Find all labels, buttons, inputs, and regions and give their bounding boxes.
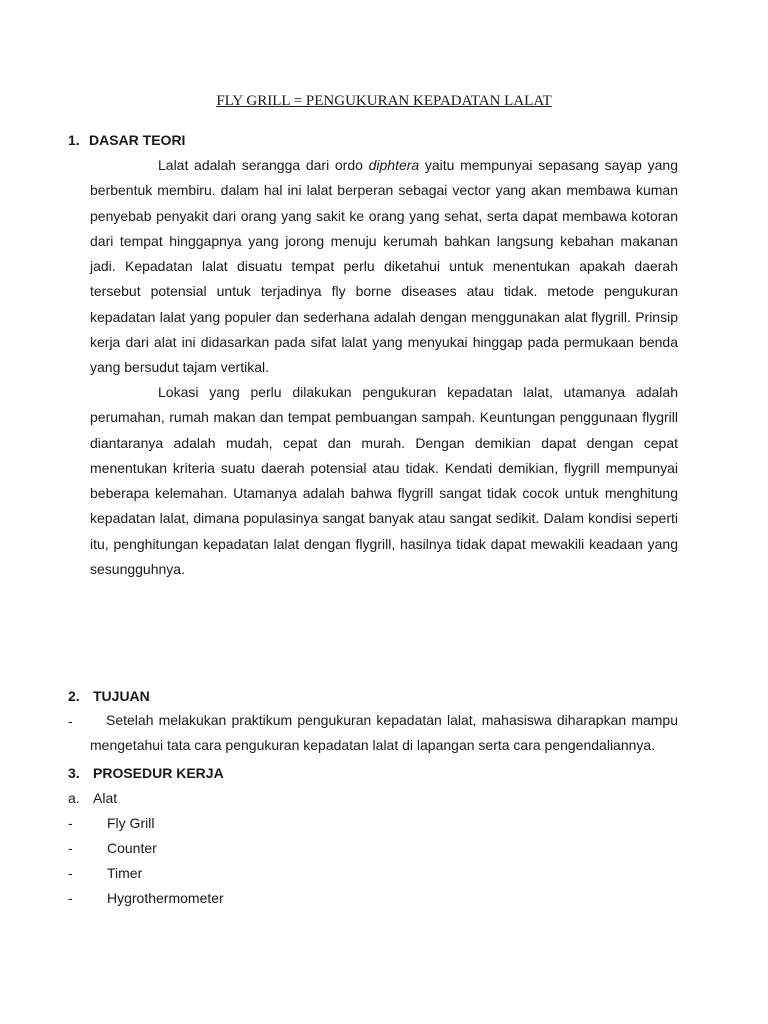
p1-italic-term: diphtera [368, 157, 420, 173]
list-bullet: - [68, 815, 73, 831]
list-bullet: - [68, 865, 73, 881]
section-2-text [90, 708, 678, 759]
list-bullet: - [68, 890, 73, 906]
list-bullet: - [68, 840, 73, 856]
section-2-bullet: - [68, 713, 73, 729]
section-3-heading: PROSEDUR KERJA [93, 765, 224, 781]
section-1-heading: DASAR TEORI [89, 132, 186, 148]
tujuan-text: Setelah melakukan praktikum pengukuran kepadatan lalat, mahasiswa diharapkan mampu mengetahui tata cara pengukuran kepadatan lalat di lapangan serta cara pengendaliannya. [90, 712, 678, 754]
p1-text-before: Lalat adalah serangga dari ordo [158, 157, 369, 173]
title-text: FLY GRILL = PENGUKURAN KEPADATAN LALAT [216, 93, 552, 109]
list-item-text: Fly Grill [107, 815, 155, 831]
subsection-a-marker: a. [68, 790, 80, 806]
section-1-paragraph-2 [90, 380, 678, 582]
section-1-number: 1. [68, 132, 80, 148]
document-title [0, 93, 768, 110]
subsection-a-label: Alat [93, 790, 118, 806]
section-3-number: 3. [68, 765, 80, 781]
p2-text: Lokasi yang perlu dilakukan pengukuran kepadatan lalat, utamanya adalah perumahan, rumah makan dan tempat pembuangan sampah. Keuntungan penggunaan flygrill diantaranya adalah mudah, cepat dan murah. Dengan demikian dapat dengan cepat menentukan kriteria suatu daerah potensial atau tidak. Kendati demikian, flygrill mempunyai beberapa kelemahan. Utamanya adalah bahwa flygrill sangat tidak cocok untuk menghitung kepadatan lalat, dimana populasinya sangat banyak atau sangat sedikit. Dalam kondisi seperti itu, penghitungan kepadatan lalat dengan flygrill, hasilnya tidak dapat mewakili keadaan yang sesungguhnya. [90, 384, 678, 578]
list-item-text: Counter [107, 840, 157, 856]
list-item-text: Timer [107, 865, 143, 881]
section-1-paragraph-1 [90, 153, 678, 381]
p1-text-after: yaitu mempunyai sepasang sayap yang berbentuk membiru. dalam hal ini lalat berperan sebagai vector yang akan membawa kuman penyebab penyakit dari orang yang sakit ke orang yang sehat, serta dapat membawa kotoran dari tempat hinggapnya yang jorong menuju kerumah bahkan langsung kebahan makanan jadi. Kepadatan lalat disuatu tempat perlu diketahui untuk menentukan apakah daerah tersebut potensial untuk terjadinya fly borne diseases atau tidak. metode pengukuran kepadatan lalat yang populer dan sederhana adalah dengan menggunakan alat flygrill. Prinsip kerja dari alat ini didasarkan pada sifat lalat yang menyukai hinggap pada permukaan benda yang bersudut tajam vertikal. [90, 157, 678, 376]
section-2-number: 2. [68, 688, 80, 704]
section-2-heading: TUJUAN [93, 688, 150, 704]
list-item-text: Hygrothermometer [107, 890, 224, 906]
